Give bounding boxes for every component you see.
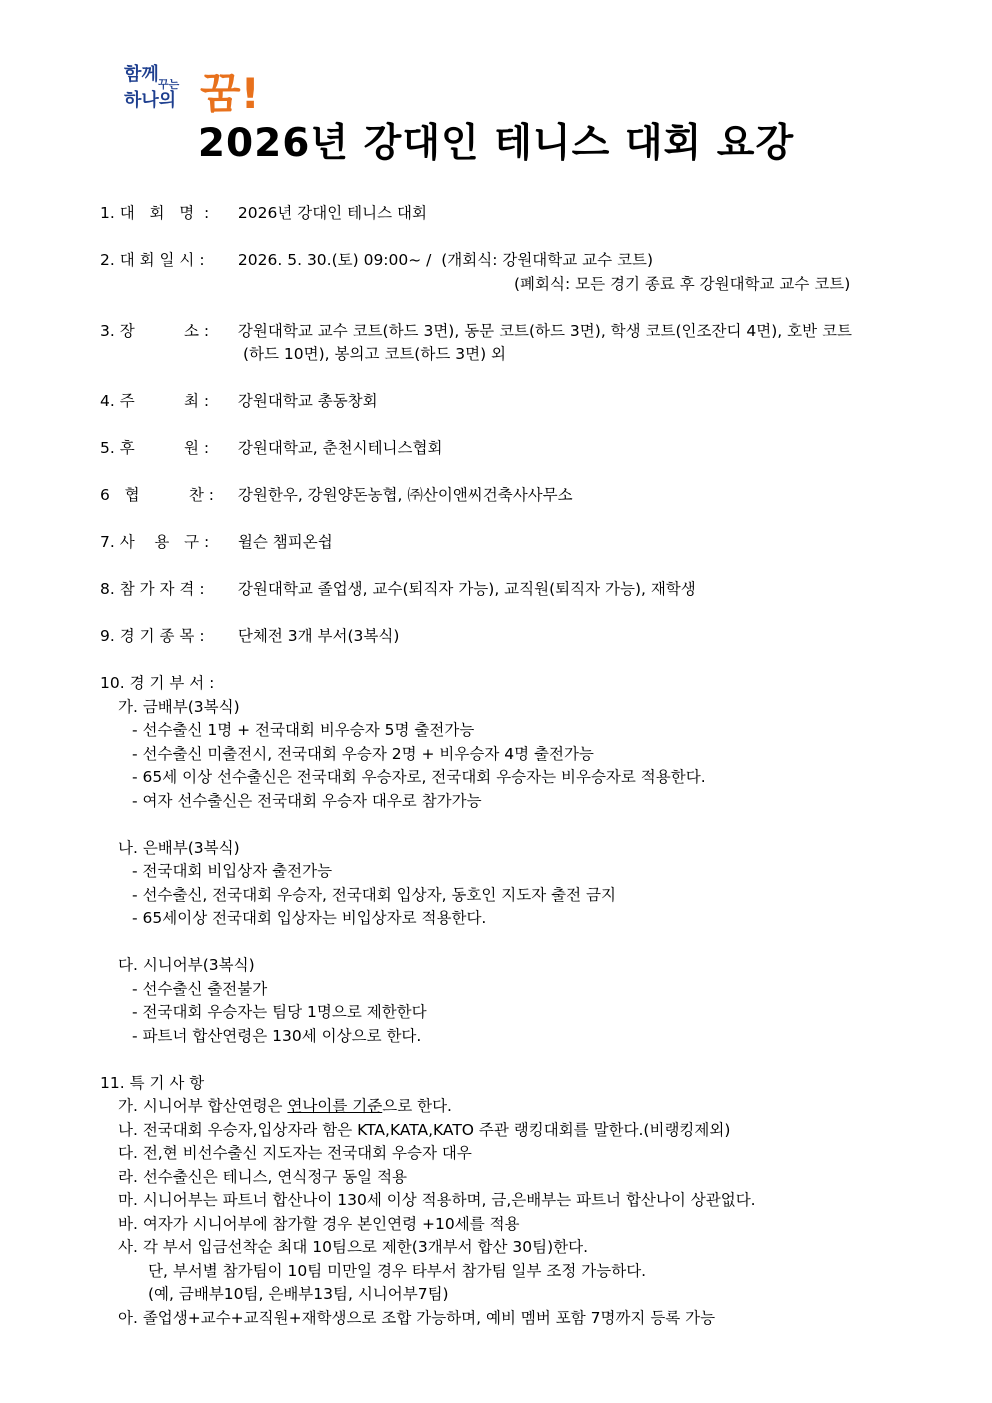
item-8-value: 강원대학교 졸업생, 교수(퇴직자 가능), 교직원(퇴직자 가능), 재학생: [233, 580, 696, 598]
note-ra: 라. 선수출신은 테니스, 연식정구 동일 적용: [118, 1167, 408, 1186]
note-ba: 바. 여자가 시니어부에 참가할 경우 본인연령 +10세를 적용: [118, 1214, 520, 1233]
item-7: [100, 531, 960, 555]
division-senior-line: - 파트너 합산연령은 130세 이상으로 한다.: [132, 1026, 422, 1045]
item-5-label: 5. 후 원 :: [100, 439, 210, 457]
item-2-label: 2. 대 회 일 시 :: [100, 251, 205, 269]
note-na: 나. 전국대회 우승자,입상자라 함은 KTA,KATA,KATO 주관 랭킹대회를 말한다.(비랭킹제외): [118, 1120, 731, 1139]
logo-text-3: 하나의: [124, 90, 177, 111]
item-3-value: 강원대학교 교수 코트(하드 3면), 동문 코트(하드 3면), 학생 코트(인조잔디 4면), 호반 코트: [233, 321, 852, 340]
note-da: 다. 전,현 비선수출신 지도자는 전국대회 우승자 대우: [118, 1144, 472, 1162]
item-7-value: 윌슨 챔피온쉽: [233, 533, 333, 551]
note-sa-continuation: 단, 부서별 참가팀이 10팀 미만일 경우 타부서 참가팀 일부 조정 가능하다.: [148, 1261, 647, 1280]
item-5: [100, 437, 960, 461]
item-8-label: 8. 참 가 자 격 :: [100, 580, 205, 598]
item-9: [100, 625, 960, 649]
section-10-heading: 10. 경 기 부 서 :: [100, 674, 215, 692]
division-gold-line: - 선수출신 1명 + 전국대회 비우승자 5명 출전가능: [132, 721, 475, 739]
note-ga: [100, 1095, 960, 1119]
event-logo: [120, 58, 280, 114]
item-1-label: 1. 대 회 명 :: [100, 204, 210, 222]
item-6: [100, 484, 960, 508]
item-5-value: 강원대학교, 춘천시테니스협회: [233, 439, 443, 457]
division-senior-title: 다. 시니어부(3복식): [118, 956, 255, 974]
item-4-value: 강원대학교 총동창회: [233, 392, 378, 410]
division-gold-line: - 여자 선수출신은 전국대회 우승자 대우로 참가가능: [132, 791, 482, 810]
item-2-continuation: (폐회식: 모든 경기 종료 후 강원대학교 교수 코트): [514, 274, 851, 293]
note-sa-example: (예, 금배부10팀, 은배부13팀, 시니어부7팀): [148, 1285, 449, 1303]
item-7-label: 7. 사 용 구 :: [100, 533, 210, 551]
item-3-label: 3. 장 소 :: [100, 321, 210, 340]
division-gold-line: - 선수출신 미출전시, 전국대회 우승자 2명 + 비우승자 4명 출전가능: [132, 744, 594, 763]
note-ga-post: 으로 한다.: [382, 1097, 452, 1115]
division-silver-line: - 선수출신, 전국대회 우승자, 전국대회 입상자, 동호인 지도자 출전 금지: [132, 885, 616, 904]
logo-text-big: 꿈!: [200, 69, 260, 114]
item-1: [100, 202, 960, 226]
logo-text-1: 함께: [124, 64, 159, 85]
division-silver-line: - 65세이상 전국대회 입상자는 비입상자로 적용한다.: [132, 909, 487, 927]
item-1-value: 2026년 강대인 테니스 대회: [233, 204, 427, 222]
item-4-label: 4. 주 최 :: [100, 392, 210, 410]
division-silver-title: 나. 은배부(3복식): [118, 838, 240, 857]
note-ga-underlined: 연나이를 기준: [287, 1097, 383, 1115]
item-9-value: 단체전 3개 부서(3복식): [233, 627, 400, 645]
item-8: [100, 578, 960, 602]
division-gold-line: - 65세 이상 선수출신은 전국대회 우승자로, 전국대회 우승자는 비우승자로 적용한다.: [132, 768, 706, 786]
item-6-value: 강원한우, 강원양돈농협, ㈜산이앤씨건축사사무소: [233, 486, 573, 504]
item-6-label: 6 협 찬 :: [100, 486, 215, 504]
note-ma: 마. 시니어부는 파트너 합산나이 130세 이상 적용하며, 금,은배부는 파트너 합산나이 상관없다.: [118, 1191, 756, 1209]
note-a: 아. 졸업생+교수+교직원+재학생으로 조합 가능하며, 예비 멤버 포함 7명까지 등록 가능: [118, 1308, 716, 1327]
item-4: [100, 390, 960, 414]
section-11-heading: 11. 특 기 사 항: [100, 1073, 205, 1092]
item-2: [100, 249, 960, 273]
item-9-label: 9. 경 기 종 목 :: [100, 627, 205, 645]
division-senior-line: - 선수출신 출전불가: [132, 979, 268, 998]
item-2-value: 2026. 5. 30.(토) 09:00~ / (개회식: 강원대학교 교수 코트): [233, 251, 654, 269]
document-body: [100, 202, 960, 1330]
note-ga-pre: 가. 시니어부 합산연령은: [118, 1097, 288, 1115]
division-senior-line: - 전국대회 우승자는 팀당 1명으로 제한한다: [132, 1003, 427, 1021]
page-title: 2026년 강대인 테니스 대회 요강: [197, 121, 795, 166]
division-silver-line: - 전국대회 비입상자 출전가능: [132, 862, 333, 880]
logo-text-2: 꾸는: [158, 78, 180, 91]
item-3: [100, 320, 960, 344]
note-sa: 사. 각 부서 입금선착순 최대 10팀으로 제한(3개부서 합산 30팀)한다.: [118, 1238, 589, 1256]
item-3-continuation: (하드 10면), 봉의고 코트(하드 3면) 외: [243, 345, 507, 363]
division-gold-title: 가. 금배부(3복식): [118, 697, 240, 716]
